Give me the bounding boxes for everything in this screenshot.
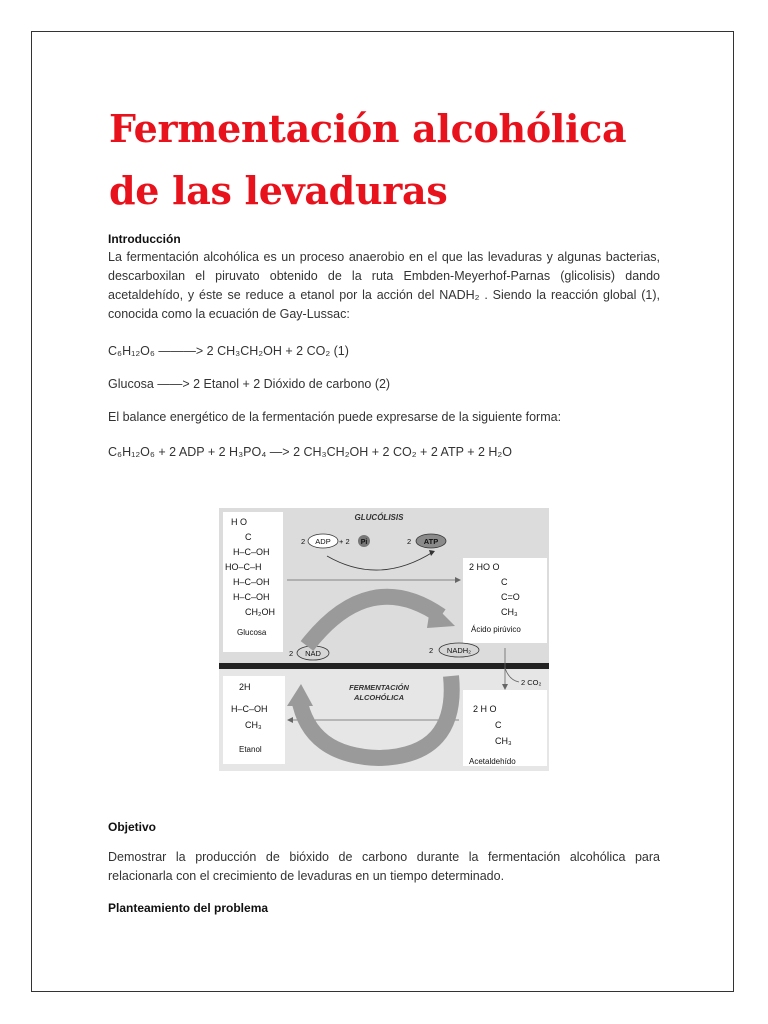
glucosa-line: H–C–OH	[233, 577, 270, 587]
nadh-coefficient: 2	[429, 646, 434, 655]
objetivo-heading: Objetivo	[108, 820, 157, 834]
panel-divider	[219, 663, 549, 669]
intro-paragraph: La fermentación alcohólica es un proceso anaerobio en el que las levaduras y algunas bacterias, descarboxilan el piruvato obtenido de la ruta Embden-Meyerhof-Parnas (glicolisis) dando acetaldehído, y éste se reduce a etanol por la acción del NADH₂ . Siendo la reacción global (1), conocida como la ecuación de Gay-Lussac:	[108, 250, 660, 321]
glucosa-line: H–C–OH	[233, 547, 270, 557]
objetivo-paragraph: Demostrar la producción de bióxido de carbono durante la fermentación alcohólica para relacionarla con el crecimiento de levaduras en un tiempo determinado.	[108, 850, 660, 883]
nad-coefficient: 2	[289, 649, 294, 658]
glucosa-line: H O	[231, 517, 248, 527]
nad-label: NAD	[305, 649, 321, 658]
document-page	[31, 31, 734, 992]
acetaldehido-line: CH₃	[495, 736, 512, 746]
intro-heading: Introducción	[108, 232, 181, 246]
piruvico-line: C	[501, 577, 508, 587]
glucosa-line: HO–C–H	[225, 562, 262, 572]
glucosa-line: H–C–OH	[233, 592, 270, 602]
atp-coefficient: 2	[407, 537, 412, 546]
equation-3: C₆H₁₂O₆ + 2 ADP + 2 H₃PO₄ —> 2 CH₃CH₂OH + 2 CO₂ + 2 ATP + 2 H₂O	[108, 445, 512, 459]
etanol-label: Etanol	[239, 745, 262, 754]
piruvico-line: C=O	[501, 592, 520, 602]
piruvico-line: 2 HO O	[469, 562, 500, 572]
acetaldehido-box	[463, 690, 547, 766]
balance-text: El balance energético de la fermentación puede expresarse de la siguiente forma:	[108, 410, 562, 424]
glucosa-label: Glucosa	[237, 628, 267, 637]
fermentation-diagram	[219, 508, 549, 771]
piruvico-label: Ácido pirúvico	[471, 625, 521, 634]
glucosa-line: C	[245, 532, 252, 542]
adp-coefficient: 2	[301, 537, 306, 546]
glucolisis-label: GLUCÓLISIS	[354, 513, 404, 522]
etanol-line: 2H	[239, 682, 251, 692]
pi-label: Pi	[360, 539, 368, 546]
etanol-line: H–C–OH	[231, 704, 268, 714]
pi-prefix: + 2	[339, 537, 350, 546]
planteamiento-heading: Planteamiento del problema	[108, 901, 269, 915]
piruvico-line: CH₃	[501, 607, 518, 617]
equation-2: Glucosa ——> 2 Etanol + 2 Dióxido de carbono (2)	[108, 377, 391, 391]
glucosa-line: CH₂OH	[245, 607, 275, 617]
adp-label: ADP	[315, 537, 331, 546]
fermentacion-label-2: ALCOHÓLICA	[354, 693, 404, 702]
fermentacion-label-1: FERMENTACIÓN	[349, 683, 409, 692]
co2-label: 2 CO₂	[521, 678, 542, 687]
nadh-label: NADH₂	[446, 646, 472, 655]
acetaldehido-line: C	[495, 720, 502, 730]
acetaldehido-label: Acetaldehído	[469, 757, 516, 766]
atp-label: ATP	[423, 537, 439, 546]
acetaldehido-line: 2 H O	[473, 704, 497, 714]
etanol-line: CH₃	[245, 720, 262, 730]
equation-1: C₆H₁₂O₆ ———> 2 CH₃CH₂OH + 2 CO₂ (1)	[108, 344, 349, 358]
document-title: Fermentación alcohólica de las levaduras	[109, 106, 627, 213]
